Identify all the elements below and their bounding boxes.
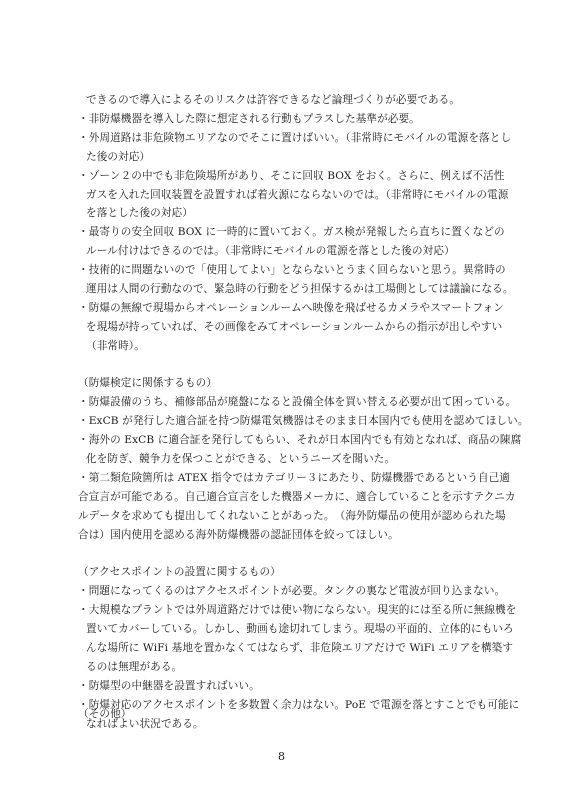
text-line: 置いてカバーしている。しかし、動画も途切れてしまう。現場の平面的、立体的にもいろ [86, 623, 514, 635]
bullet-item: ・防爆型の中継器を設置すればいい。 [78, 680, 260, 692]
bullet-item: ・技術的に問題ないので「使用してよい」とならないとうまく回らないと思う。異常時の [78, 264, 506, 276]
text-line: なればよい状況である。 [86, 718, 204, 730]
section-heading: （アクセスポイントの設置に関するもの） [78, 566, 281, 578]
bullet-item: ・ExCB が発行した適合証を持つ防爆電気機器はそのまま日本国内でも使用を認めてほしい。 [78, 415, 529, 427]
text-line: （非常時）。 [86, 340, 145, 352]
bullet-item: ・ゾーン２の中でも非危険場所があり、そこに回収 BOX をおく。さらに、例えば不活性 [78, 170, 505, 182]
text-line: を現場が持っていれば、その画像をみてオペレーションルームからの指示が出しやすい [86, 321, 503, 333]
bullet-item: ・第二類危険箇所は ATEX 指令ではカテゴリー３にあたり、防爆機器であるという自己適 [78, 472, 510, 484]
text-line: できるので導入によるそのリスクは許容できるなど論理づくりが必要である。 [86, 94, 461, 106]
bullet-item: ・防爆対応のアクセスポイントを多数置く余力はない。PoE で電源を落とすことでも可能に [78, 699, 520, 711]
text-line: を落とした後の対応） [86, 207, 193, 219]
bullet-item: ・大規模なプラントでは外周道路だけでは使い物にならない。現実的には至る所に無線機を [78, 604, 517, 616]
bullet-item: ・防爆の無線で現場からオペレーションルームへ映像を飛ばせるカメラやスマートフォン [78, 302, 504, 314]
text-line: 運用は人間の行動なので、緊急時の行動をどう担保するかは工場側としては議論になる。 [86, 283, 514, 295]
section-heading: （その他） [78, 708, 132, 720]
text-line: ルデータを求めても提出してくれないことがあった。 （海外防爆品の使用が認められた場 [78, 510, 506, 522]
bullet-item: ・外周道路は非危険物エリアなのでそこに置けばいい。（非常時にモバイルの電源を落とし [78, 132, 512, 144]
text-line: 合宣言が可能である。自己適合宣言をした機器メーカに、適合していることを示すテクニカ [78, 491, 516, 503]
text-line: 化を防ぎ、競争力を保つことができる、というニーズを聞いた。 [86, 453, 396, 465]
bullet-item: ・海外の ExCB に適合証を発行してもらい、それが日本国内でも有効となれば、商品の陳腐 [78, 434, 522, 446]
text-line: んな場所に WiFi 基地を置かなくてはならず、非危険エリアだけで WiFi エリアを構築す [86, 642, 514, 654]
text-line: 合は）国内使用を認める海外防爆機器の認証団体を絞ってほしい。 [78, 529, 399, 541]
bullet-item: ・問題になってくるのはアクセスポイントが必要。タンクの裏など電波が回り込まない。 [78, 585, 506, 597]
bullet-item: ・防爆設備のうち、補修部品が廃盤になると設備全体を買い替える必要が出て困っている。 [78, 396, 517, 408]
page-number: 8 [278, 750, 285, 763]
bullet-item: ・最寄りの安全回収 BOX に一時的に置いておく。ガス検が発報したら直ちに置くなどの [78, 226, 505, 238]
text-line: ガスを入れた回収装置を設置すれば着火源にならないのでは。（非常時にモバイルの電源 [86, 189, 509, 201]
section-heading: （防爆検定に関係するもの） [78, 377, 218, 389]
text-line: るのは無理がある。 [86, 661, 183, 673]
bullet-item: ・非防爆機器を導入した際に想定される行動もプラスした基準が必要。 [78, 113, 420, 125]
text-line: た後の対応） [86, 151, 151, 163]
text-line: ルール付けはできるのでは。（非常時にモバイルの電源を落とした後の対応） [86, 245, 455, 257]
